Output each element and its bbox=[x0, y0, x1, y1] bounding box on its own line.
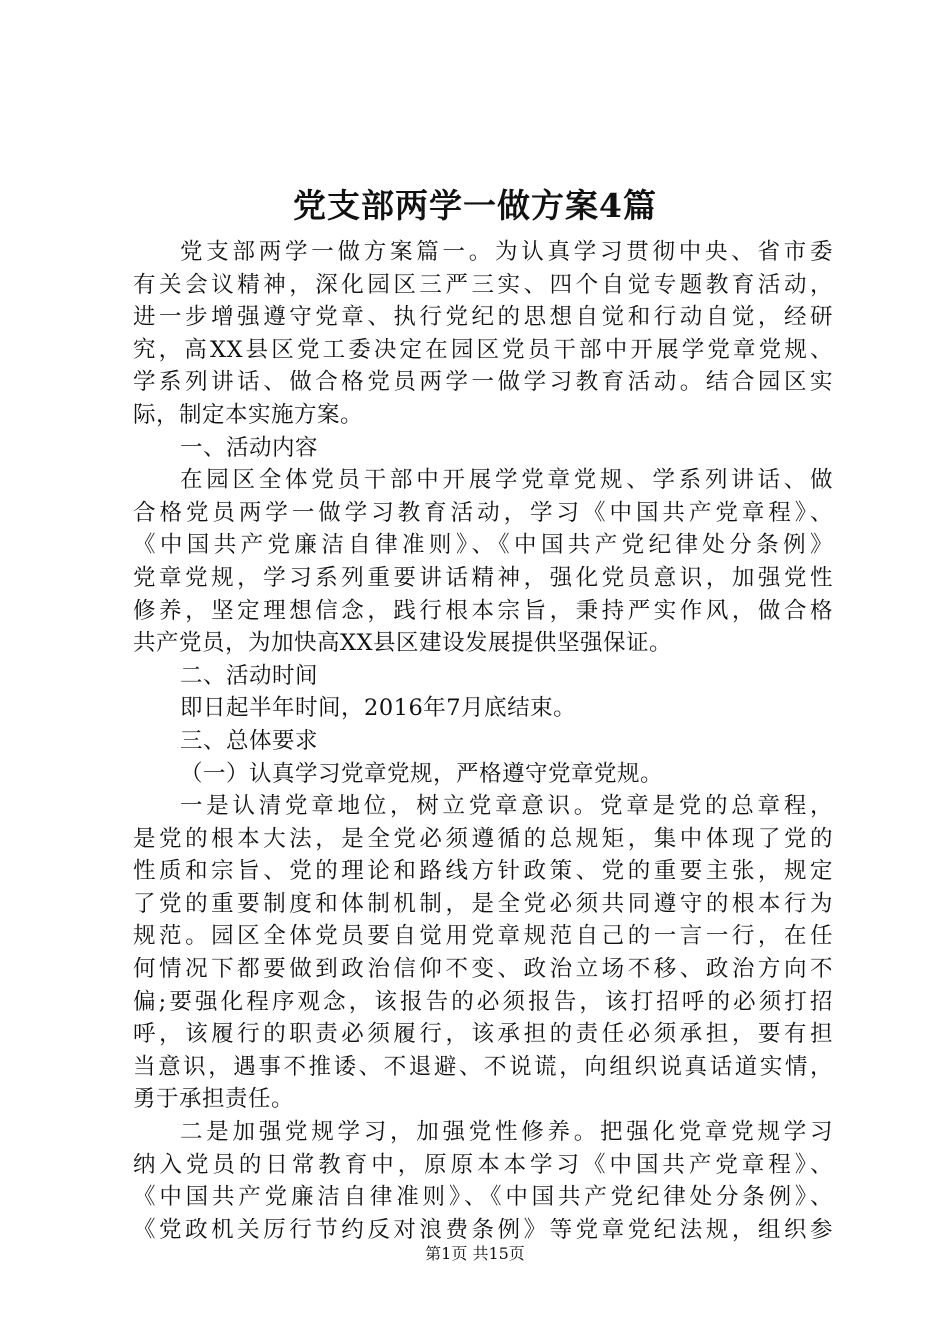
body-line: 《中国共产党廉洁自律准则》、《中国共产党纪律处分条例》、 bbox=[133, 1184, 833, 1211]
body-line: 何情况下都要做到政治信仰不变、政治立场不移、政治方向不 bbox=[133, 956, 833, 983]
body-line: 呼，该履行的职责必须履行，该承担的责任必须承担，要有担 bbox=[133, 1021, 833, 1048]
body-line: 二是加强党规学习，加强党性修养。把强化党章党规学习 bbox=[180, 1119, 833, 1146]
body-line: 偏;要强化程序观念，该报告的必须报告，该打招呼的必须打招 bbox=[133, 988, 833, 1015]
body-line: 学系列讲话、做合格党员两学一做学习教育活动。结合园区实 bbox=[133, 369, 833, 396]
body-line: 勇于承担责任。 bbox=[133, 1086, 295, 1113]
body-line: 是党的根本大法，是全党必须遵循的总规矩，集中体现了党的 bbox=[133, 825, 833, 852]
body-line: 一、活动内容 bbox=[180, 434, 319, 461]
body-line: 有关会议精神，深化园区三严三实、四个自觉专题教育活动， bbox=[133, 271, 833, 298]
document-body bbox=[133, 236, 833, 1246]
body-line: 共产党员，为加快高XX县区建设发展提供坚强保证。 bbox=[133, 630, 673, 657]
body-line: 了党的重要制度和体制机制，是全党必须共同遵守的根本行为 bbox=[133, 890, 833, 917]
body-line: 进一步增强遵守党章、执行党纪的思想自觉和行动自觉，经研 bbox=[133, 304, 833, 331]
body-line: 当意识，遇事不推诿、不退避、不说谎，向组织说真话道实情， bbox=[133, 1053, 833, 1080]
body-line: 规范。园区全体党员要自觉用党章规范自己的一言一行，在任 bbox=[133, 923, 833, 950]
body-line: 三、总体要求 bbox=[180, 727, 319, 754]
body-line: 在园区全体党员干部中开展学党章党规、学系列讲话、做 bbox=[180, 467, 833, 494]
body-line: 性质和宗旨、党的理论和路线方针政策、党的重要主张，规定 bbox=[133, 858, 833, 885]
body-line: 修养，坚定理想信念，践行根本宗旨，秉持严实作风，做合格 bbox=[133, 597, 833, 624]
body-line: 一是认清党章地位，树立党章意识。党章是党的总章程， bbox=[180, 793, 833, 820]
body-line: 《中国共产党廉洁自律准则》、《中国共产党纪律处分条例》 bbox=[133, 532, 833, 559]
body-line: 党支部两学一做方案篇一。为认真学习贯彻中央、省市委 bbox=[180, 239, 833, 265]
body-line: 二、活动时间 bbox=[180, 662, 319, 689]
body-line: 《党政机关厉行节约反对浪费条例》等党章党纪法规，组织参 bbox=[133, 1216, 833, 1243]
page-footer: 第1页 共15页 bbox=[425, 1244, 525, 1263]
body-line: 际，制定本实施方案。 bbox=[133, 401, 364, 428]
body-line: 究，高XX县区党工委决定在园区党员干部中开展学党章党规、 bbox=[133, 336, 833, 363]
document-title: 党支部两学一做方案4篇 bbox=[293, 186, 657, 225]
body-line: 合格党员两学一做学习教育活动，学习《中国共产党章程》、 bbox=[133, 499, 833, 526]
body-line: 纳入党员的日常教育中，原原本本学习《中国共产党章程》、 bbox=[133, 1151, 833, 1178]
body-line: 即日起半年时间，2016年7月底结束。 bbox=[180, 695, 577, 722]
body-line: （一）认真学习党章党规，严格遵守党章党规。 bbox=[180, 760, 664, 787]
body-line: 党章党规，学习系列重要讲话精神，强化党员意识，加强党性 bbox=[133, 564, 833, 591]
